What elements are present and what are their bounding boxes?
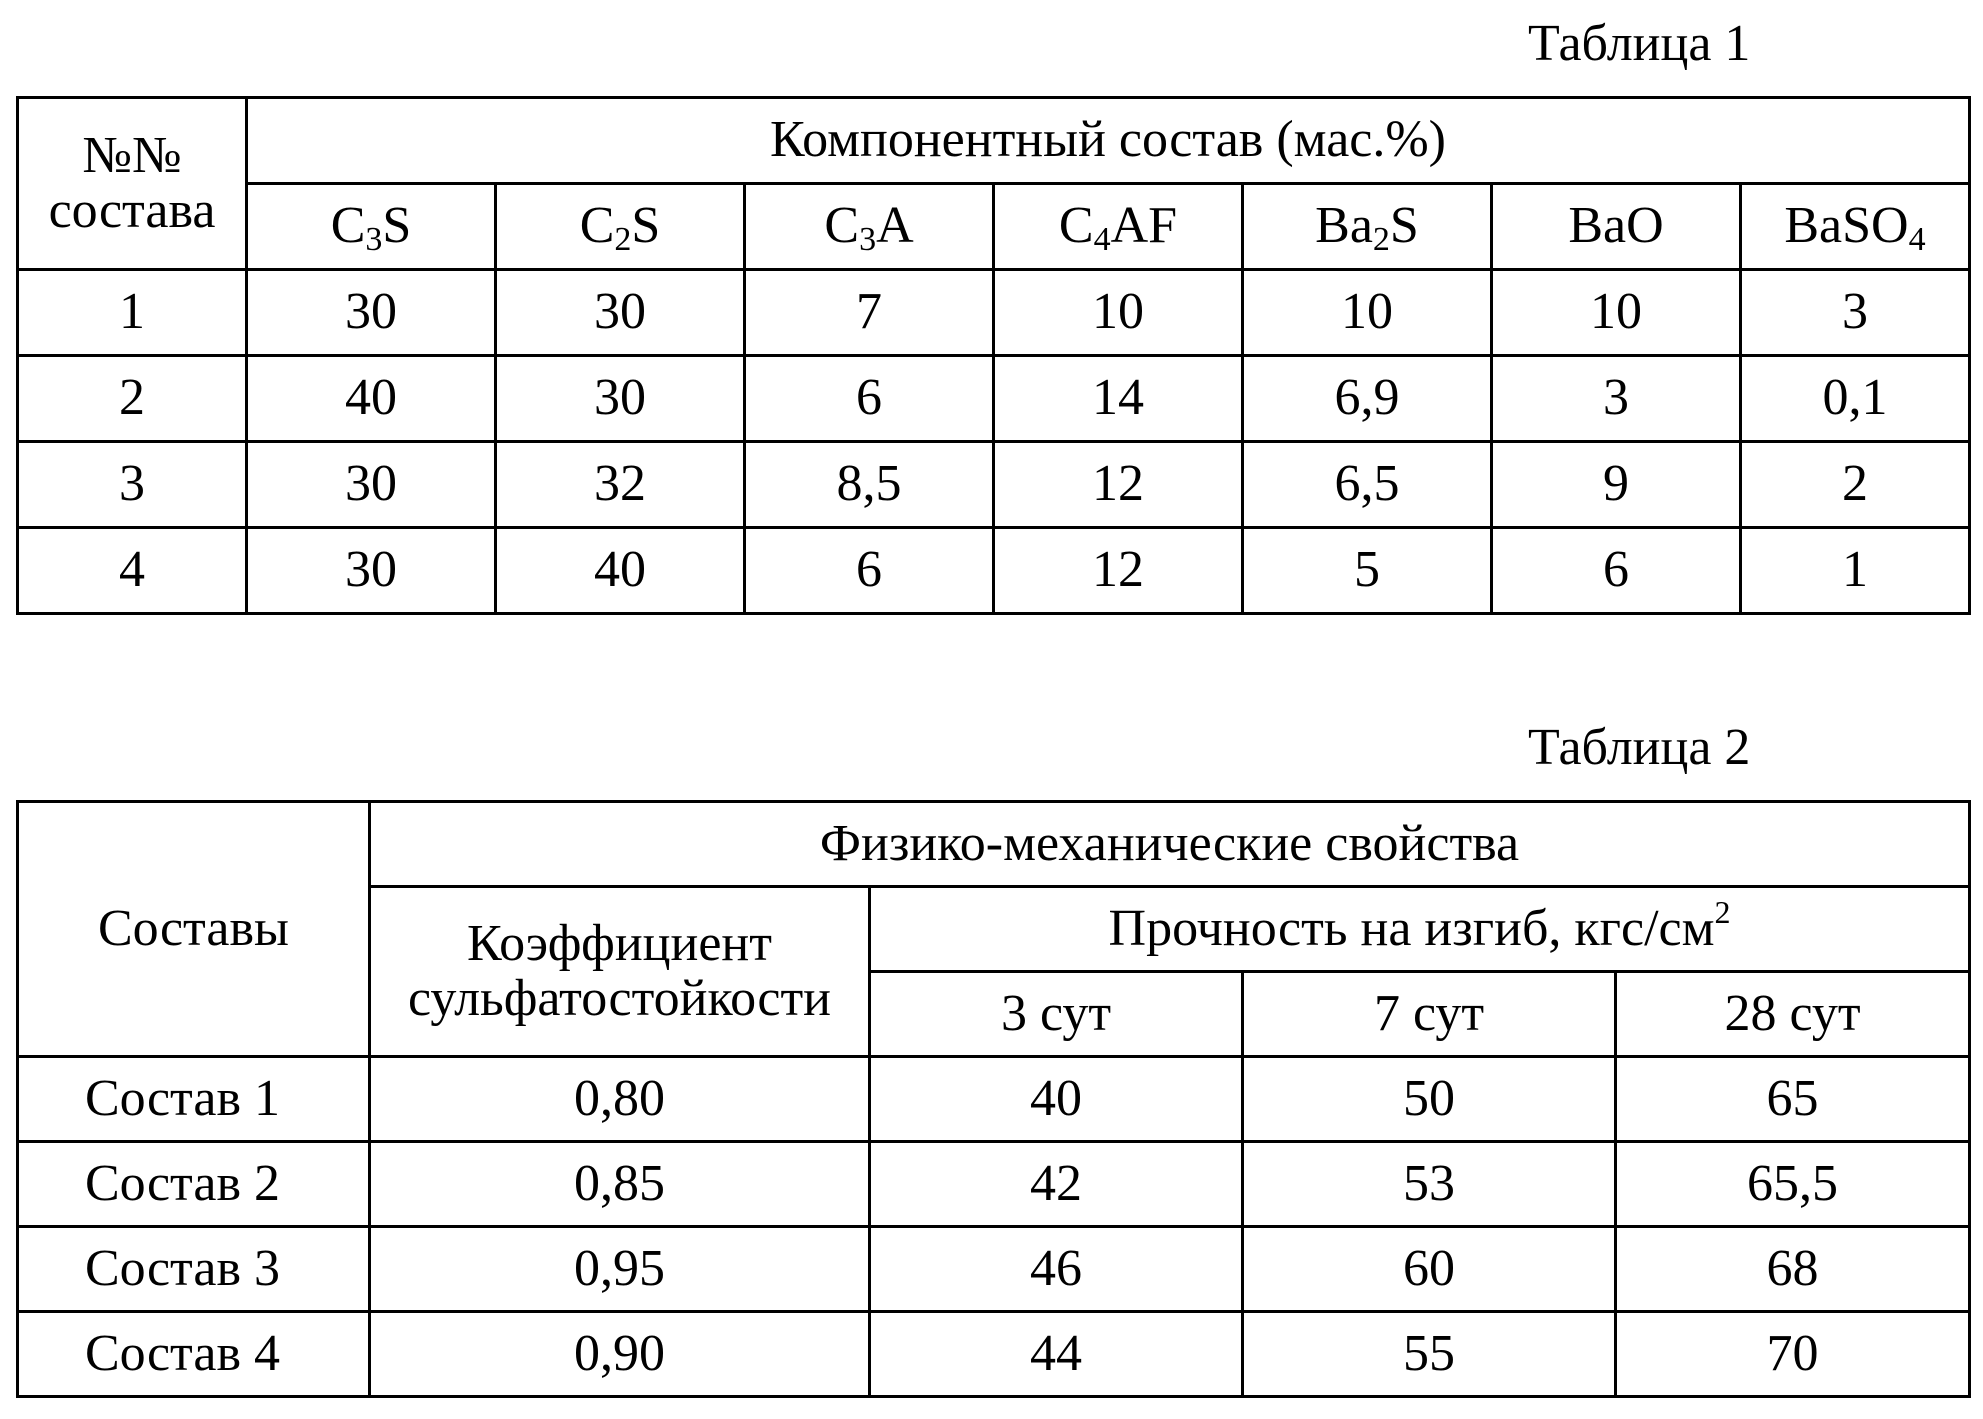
table1-row-id: 2 bbox=[18, 356, 247, 442]
table2-coef-cell: 0,80 bbox=[370, 1057, 870, 1142]
table2-row-name: Состав 4 bbox=[18, 1312, 370, 1397]
table2-row-name: Состав 2 bbox=[18, 1142, 370, 1227]
table1-cell: 14 bbox=[994, 356, 1243, 442]
strength-header: Прочность на изгиб, кгс/$см^2$ bbox=[870, 887, 1970, 972]
table1-cell: 12 bbox=[994, 528, 1243, 614]
table2-row-name: Состав 1 bbox=[18, 1057, 370, 1142]
table1-header-row-2 bbox=[18, 184, 1970, 270]
column-header-c3a: $C_3A$ bbox=[745, 184, 994, 270]
table1-cell: 32 bbox=[496, 442, 745, 528]
table1-row-header-line2: состава bbox=[48, 181, 216, 239]
table2-cell: 68 bbox=[1616, 1227, 1970, 1312]
table2-cell: 70 bbox=[1616, 1312, 1970, 1397]
table2-cell: 65,5 bbox=[1616, 1142, 1970, 1227]
table1-cell: 9 bbox=[1492, 442, 1741, 528]
table1-cell: 30 bbox=[247, 270, 496, 356]
day-header-3: 3 сут bbox=[870, 972, 1243, 1057]
table2-caption: Таблица 2 bbox=[1528, 719, 1751, 776]
column-header-ba2s: $Ba_2S$ bbox=[1243, 184, 1492, 270]
column-header-bao: BaO bbox=[1492, 184, 1741, 270]
table1-caption: Таблица 1 bbox=[1528, 15, 1751, 72]
table1-cell: 6,5 bbox=[1243, 442, 1492, 528]
table1-cell: 5 bbox=[1243, 528, 1492, 614]
table1-cell: 40 bbox=[496, 528, 745, 614]
table1-cell: 6,9 bbox=[1243, 356, 1492, 442]
table2-cell: 60 bbox=[1243, 1227, 1616, 1312]
coefficient-header-line1: Коэффициент bbox=[467, 914, 772, 972]
table1-row-header bbox=[18, 98, 247, 270]
table2-cell: 55 bbox=[1243, 1312, 1616, 1397]
table1-row bbox=[18, 356, 1970, 442]
table1-row-id: 3 bbox=[18, 442, 247, 528]
table1-cell: 30 bbox=[247, 442, 496, 528]
table1-header-row-1 bbox=[18, 98, 1970, 184]
table1-row-id: 1 bbox=[18, 270, 247, 356]
column-header-c4af: $C_4AF$ bbox=[994, 184, 1243, 270]
table2-coef-cell: 0,85 bbox=[370, 1142, 870, 1227]
table2-cell: 42 bbox=[870, 1142, 1243, 1227]
table2-row-header: Составы bbox=[18, 802, 370, 1057]
table1-cell: 0,1 bbox=[1741, 356, 1970, 442]
table1-cell: 10 bbox=[1492, 270, 1741, 356]
table1-cell: 6 bbox=[745, 528, 994, 614]
table1-cell: 40 bbox=[247, 356, 496, 442]
table2-row bbox=[18, 1142, 1970, 1227]
table1-cell: 8,5 bbox=[745, 442, 994, 528]
table1-row bbox=[18, 270, 1970, 356]
table2-row bbox=[18, 1227, 1970, 1312]
table1-cell: 10 bbox=[1243, 270, 1492, 356]
table1-cell: 30 bbox=[496, 270, 745, 356]
table2-cell: 44 bbox=[870, 1312, 1243, 1397]
table2-row bbox=[18, 1057, 1970, 1142]
table1-row-id: 4 bbox=[18, 528, 247, 614]
table1-group-header: Компонентный состав (мас.%) bbox=[247, 98, 1970, 184]
table1-cell: 2 bbox=[1741, 442, 1970, 528]
table1-cell: 3 bbox=[1492, 356, 1741, 442]
table2-row-name: Состав 3 bbox=[18, 1227, 370, 1312]
table1-row bbox=[18, 528, 1970, 614]
table1-cell: 3 bbox=[1741, 270, 1970, 356]
table2-cell: 40 bbox=[870, 1057, 1243, 1142]
table2-cell: 65 bbox=[1616, 1057, 1970, 1142]
table1-row bbox=[18, 442, 1970, 528]
coefficient-header bbox=[370, 887, 870, 1057]
table2-row bbox=[18, 1312, 1970, 1397]
table1-cell: 30 bbox=[247, 528, 496, 614]
composition-table bbox=[16, 96, 1971, 615]
column-header-baso4: BaSO$_4$ bbox=[1741, 184, 1970, 270]
table2-cell: 53 bbox=[1243, 1142, 1616, 1227]
table1-cell: 1 bbox=[1741, 528, 1970, 614]
table2-cell: 46 bbox=[870, 1227, 1243, 1312]
coefficient-header-line2: сульфатостойкости bbox=[407, 969, 832, 1027]
table1-row-header-line1: №№ bbox=[82, 126, 182, 184]
table2-cell: 50 bbox=[1243, 1057, 1616, 1142]
table1-cell: 6 bbox=[745, 356, 994, 442]
day-header-28: 28 сут bbox=[1616, 972, 1970, 1057]
table2-header-row-1 bbox=[18, 802, 1970, 887]
table1-cell: 12 bbox=[994, 442, 1243, 528]
table2-group-header: Физико-механические свойства bbox=[370, 802, 1970, 887]
properties-table bbox=[16, 800, 1971, 1398]
table2-coef-cell: 0,95 bbox=[370, 1227, 870, 1312]
column-header-c2s: $C_2S$ bbox=[496, 184, 745, 270]
table1-cell: 30 bbox=[496, 356, 745, 442]
table1-cell: 6 bbox=[1492, 528, 1741, 614]
day-header-7: 7 сут bbox=[1243, 972, 1616, 1057]
column-header-c3s: $C_3S$ bbox=[247, 184, 496, 270]
table1-cell: 10 bbox=[994, 270, 1243, 356]
table1-cell: 7 bbox=[745, 270, 994, 356]
table2-coef-cell: 0,90 bbox=[370, 1312, 870, 1397]
